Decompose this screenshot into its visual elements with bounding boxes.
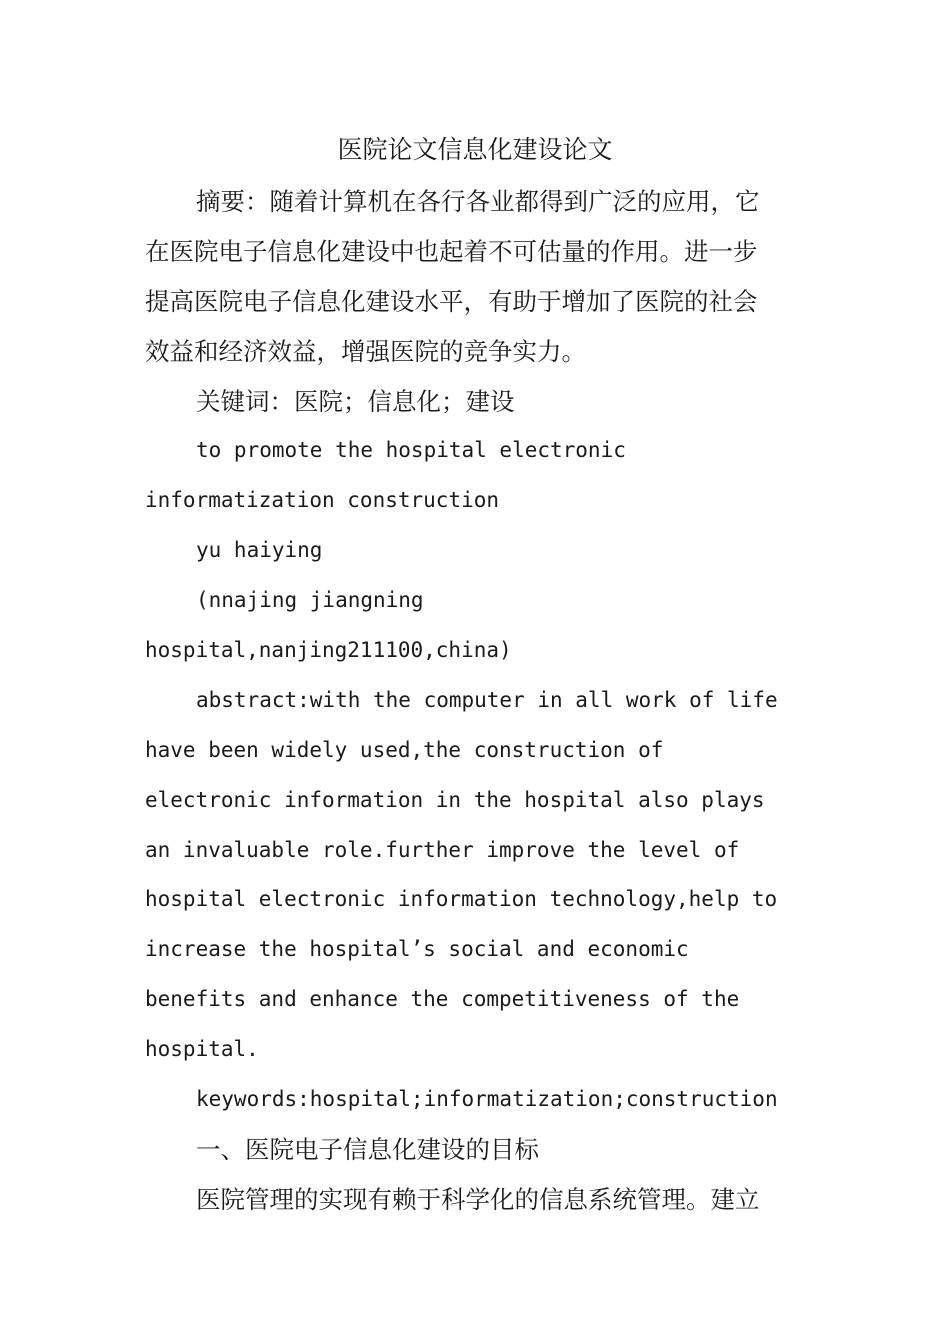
text-line: 提高医院电子信息化建设水平，有助于增加了医院的社会 xyxy=(145,286,758,316)
text-line: 在医院电子信息化建设中也起着不可估量的作用。进一步 xyxy=(145,236,758,266)
affiliation-line: hospital,nanjing211100,china) xyxy=(145,638,512,663)
abstract-line: hospital. xyxy=(145,1037,259,1062)
keywords-line-cn: 关键词：医院；信息化；建设 xyxy=(196,386,515,416)
document-title: 医院论文信息化建设论文 xyxy=(337,135,613,164)
author-line: yu haiying xyxy=(196,538,323,563)
section-heading: 一、医院电子信息化建设的目标 xyxy=(196,1134,539,1164)
abstract-line: increase the hospital’s social and economic xyxy=(145,937,689,962)
abstract-line: have been widely used,the construction of xyxy=(145,737,664,762)
abstract-line: abstract:with the computer in all work of life xyxy=(196,687,778,712)
abstract-line: hospital electronic information technology,help to xyxy=(145,887,778,912)
keywords-line-en: keywords:hospital;informatization;construction xyxy=(196,1087,778,1112)
document-body xyxy=(145,177,785,1225)
abstract-line: benefits and enhance the competitiveness of the xyxy=(145,987,740,1012)
affiliation-line: (nnajing jiangning xyxy=(196,588,424,613)
text-line: 医院管理的实现有赖于科学化的信息系统管理。建立 xyxy=(196,1184,760,1214)
abstract-line: an invaluable role.further improve the level of xyxy=(145,837,740,862)
abstract-line: electronic information in the hospital also plays xyxy=(145,787,765,812)
english-title-line: informatization construction xyxy=(145,488,500,513)
text-line: 效益和经济效益，增强医院的竞争实力。 xyxy=(145,336,586,366)
text-line: 摘要：随着计算机在各行各业都得到广泛的应用，它 xyxy=(196,187,760,216)
english-title-line: to promote the hospital electronic xyxy=(196,438,626,463)
